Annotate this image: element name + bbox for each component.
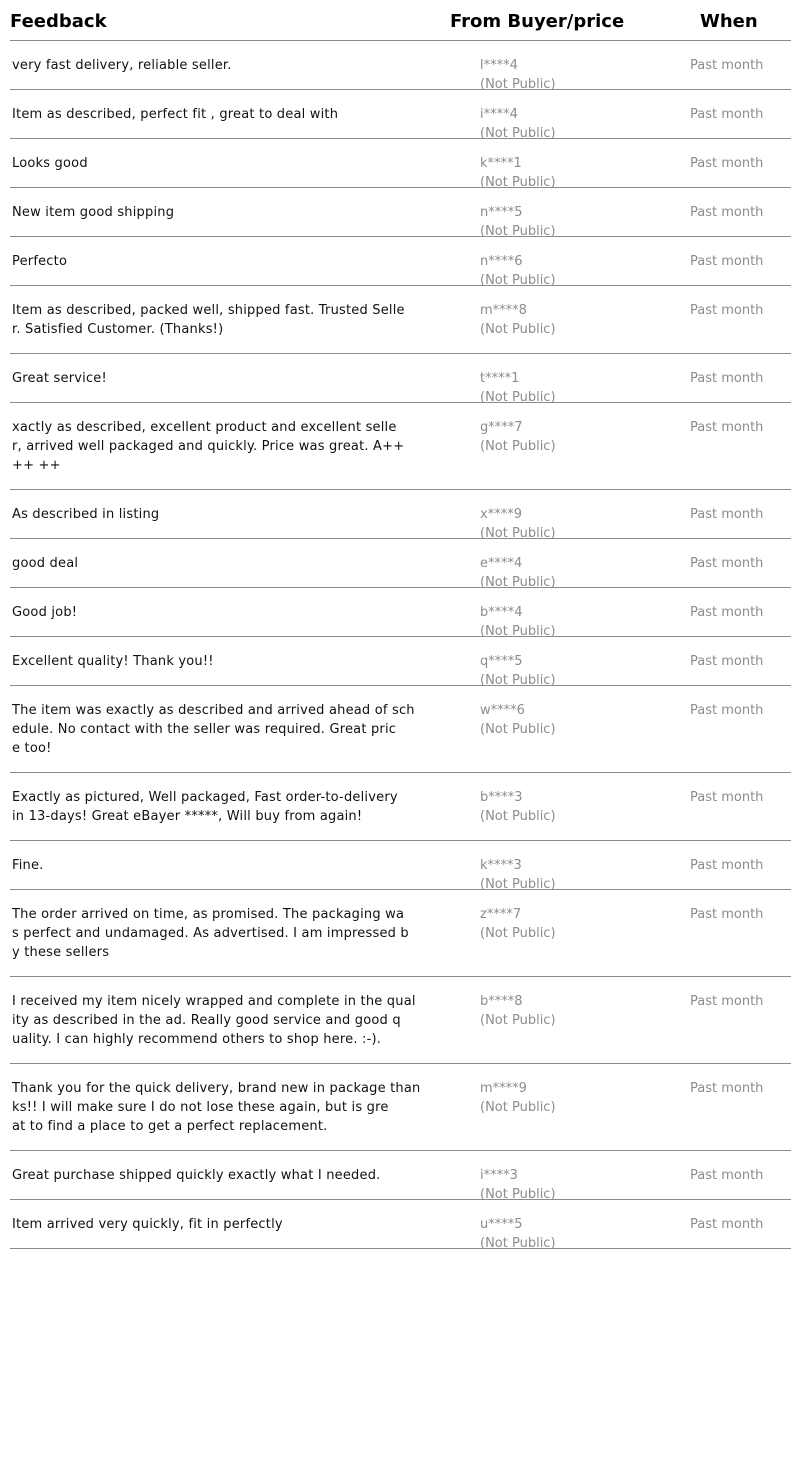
price-status: (Not Public) — [480, 575, 556, 590]
table-row — [10, 41, 791, 90]
feedback-text: good deal — [12, 556, 79, 571]
table-row — [10, 490, 791, 539]
buyer-id: k****1 — [480, 156, 522, 171]
price-status: (Not Public) — [480, 1187, 556, 1202]
price-status: (Not Public) — [480, 439, 556, 454]
feedback-text: Excellent quality! Thank you!! — [12, 654, 214, 669]
feedback-text: I received my item nicely wrapped and complete in the qual ity as described in the ad. Really good service and good q uality. I can highly recommend others to shop here. :-). — [12, 994, 416, 1047]
buyer-info — [480, 505, 556, 543]
buyer-info — [480, 369, 556, 407]
buyer-id: m****8 — [480, 303, 527, 318]
buyer-id: m****9 — [480, 1081, 527, 1096]
buyer-info — [480, 252, 556, 290]
buyer-id: l****4 — [480, 58, 518, 73]
feedback-rows — [10, 41, 791, 1249]
feedback-text: As described in listing — [12, 507, 160, 522]
buyer-id: b****8 — [480, 994, 523, 1009]
price-status: (Not Public) — [480, 809, 556, 824]
table-row — [10, 354, 791, 403]
buyer-id: e****4 — [480, 556, 523, 571]
buyer-id: u****5 — [480, 1217, 523, 1232]
price-status: (Not Public) — [480, 126, 556, 141]
feedback-when: Past month — [690, 303, 764, 318]
table-row — [10, 539, 791, 588]
buyer-id: q****5 — [480, 654, 523, 669]
buyer-id: i****3 — [480, 1168, 518, 1183]
feedback-text: Perfecto — [12, 254, 68, 269]
buyer-id: x****9 — [480, 507, 522, 522]
price-status: (Not Public) — [480, 77, 556, 92]
buyer-info — [480, 301, 556, 339]
price-status: (Not Public) — [480, 624, 556, 639]
feedback-text: Looks good — [12, 156, 88, 171]
price-status: (Not Public) — [480, 322, 556, 337]
buyer-info — [480, 56, 556, 94]
feedback-table — [10, 0, 791, 1249]
price-status: (Not Public) — [480, 1236, 556, 1251]
feedback-when: Past month — [690, 1081, 764, 1096]
buyer-id: k****3 — [480, 858, 522, 873]
buyer-info — [480, 1079, 556, 1117]
buyer-id: b****3 — [480, 790, 523, 805]
price-status: (Not Public) — [480, 673, 556, 688]
feedback-when: Past month — [690, 1168, 764, 1183]
feedback-when: Past month — [690, 58, 764, 73]
feedback-when: Past month — [690, 507, 764, 522]
buyer-id: i****4 — [480, 107, 518, 122]
feedback-when: Past month — [690, 556, 764, 571]
buyer-info — [480, 154, 556, 192]
buyer-info — [480, 652, 556, 690]
feedback-when: Past month — [690, 107, 764, 122]
buyer-info — [480, 1166, 556, 1204]
column-header-buyer[interactable]: From Buyer/price — [450, 11, 625, 32]
buyer-info — [480, 905, 556, 943]
buyer-id: n****5 — [480, 205, 523, 220]
buyer-info — [480, 788, 556, 826]
buyer-info — [480, 203, 556, 241]
table-row — [10, 90, 791, 139]
table-header — [10, 0, 791, 41]
buyer-id: b****4 — [480, 605, 523, 620]
price-status: (Not Public) — [480, 926, 556, 941]
feedback-text: The order arrived on time, as promised. The packaging wa s perfect and undamaged. As advertised. I am impressed b y these sellers — [12, 907, 409, 960]
feedback-when: Past month — [690, 858, 764, 873]
table-row — [10, 773, 791, 841]
table-row — [10, 237, 791, 286]
feedback-when: Past month — [690, 205, 764, 220]
price-status: (Not Public) — [480, 526, 556, 541]
feedback-when: Past month — [690, 156, 764, 171]
feedback-text: Great service! — [12, 371, 107, 386]
buyer-info — [480, 603, 556, 641]
feedback-text: very fast delivery, reliable seller. — [12, 58, 232, 73]
price-status: (Not Public) — [480, 224, 556, 239]
feedback-text: Item as described, packed well, shipped fast. Trusted Selle r. Satisfied Customer. (Thanks!) — [12, 303, 405, 337]
feedback-text: Exactly as pictured, Well packaged, Fast order-to-delivery in 13-days! Great eBayer *****, Will buy from again! — [12, 790, 398, 824]
buyer-info — [480, 554, 556, 592]
feedback-text: Item arrived very quickly, fit in perfectly — [12, 1217, 283, 1232]
table-row — [10, 686, 791, 773]
price-status: (Not Public) — [480, 1100, 556, 1115]
feedback-text: xactly as described, excellent product and excellent selle r, arrived well packaged and quickly. Price was great. A++ ++ ++ — [12, 420, 405, 473]
feedback-text: Good job! — [12, 605, 78, 620]
table-row — [10, 841, 791, 890]
column-header-when[interactable]: When — [700, 11, 758, 32]
buyer-id: t****1 — [480, 371, 520, 386]
feedback-text: Item as described, perfect fit , great to deal with — [12, 107, 339, 122]
feedback-text: The item was exactly as described and arrived ahead of sch edule. No contact with the seller was required. Great pric e too! — [12, 703, 415, 756]
buyer-info — [480, 856, 556, 894]
buyer-info — [480, 701, 556, 739]
price-status: (Not Public) — [480, 175, 556, 190]
table-row — [10, 188, 791, 237]
buyer-id: z****7 — [480, 907, 522, 922]
feedback-when: Past month — [690, 605, 764, 620]
buyer-id: n****6 — [480, 254, 523, 269]
table-row — [10, 588, 791, 637]
feedback-when: Past month — [690, 371, 764, 386]
buyer-id: g****7 — [480, 420, 523, 435]
column-header-feedback[interactable]: Feedback — [10, 11, 107, 32]
table-row — [10, 286, 791, 354]
table-row — [10, 1151, 791, 1200]
feedback-text: Fine. — [12, 858, 44, 873]
feedback-text: Great purchase shipped quickly exactly what I needed. — [12, 1168, 381, 1183]
price-status: (Not Public) — [480, 722, 556, 737]
feedback-when: Past month — [690, 907, 764, 922]
buyer-info — [480, 105, 556, 143]
price-status: (Not Public) — [480, 273, 556, 288]
table-row — [10, 890, 791, 977]
price-status: (Not Public) — [480, 1013, 556, 1028]
buyer-info — [480, 418, 556, 456]
feedback-when: Past month — [690, 703, 764, 718]
feedback-when: Past month — [690, 1217, 764, 1232]
table-row — [10, 403, 791, 490]
feedback-when: Past month — [690, 790, 764, 805]
feedback-when: Past month — [690, 994, 764, 1009]
feedback-text: Thank you for the quick delivery, brand new in package than ks!! I will make sure I do not lose these again, but is gre at to find a place to get a perfect replacement. — [12, 1081, 421, 1134]
table-row — [10, 977, 791, 1064]
price-status: (Not Public) — [480, 390, 556, 405]
table-row — [10, 1200, 791, 1249]
table-row — [10, 139, 791, 188]
price-status: (Not Public) — [480, 877, 556, 892]
buyer-info — [480, 992, 556, 1030]
feedback-when: Past month — [690, 254, 764, 269]
table-row — [10, 637, 791, 686]
table-row — [10, 1064, 791, 1151]
feedback-text: New item good shipping — [12, 205, 175, 220]
feedback-when: Past month — [690, 654, 764, 669]
feedback-when: Past month — [690, 420, 764, 435]
buyer-id: w****6 — [480, 703, 525, 718]
buyer-info — [480, 1215, 556, 1253]
